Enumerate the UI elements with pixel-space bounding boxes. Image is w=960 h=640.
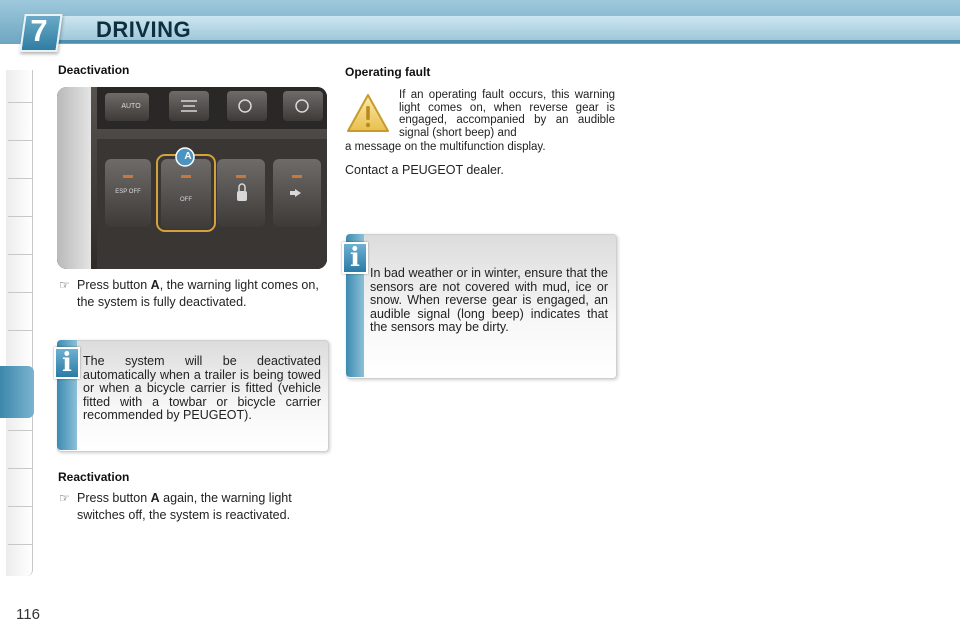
- info-icon: i: [54, 347, 80, 379]
- side-index-active-tab[interactable]: [0, 366, 34, 418]
- side-index-divider: [8, 102, 32, 103]
- operating-fault-heading: Operating fault: [345, 65, 431, 79]
- side-index-divider: [8, 140, 32, 141]
- side-index-divider: [8, 506, 32, 507]
- control-panel-photo: [57, 87, 327, 269]
- side-index-divider: [8, 330, 32, 331]
- control-panel-illustration: [57, 87, 327, 269]
- button-key: A: [150, 278, 160, 292]
- parking-sensor-button-label: OFF: [180, 197, 192, 203]
- page-number: 116: [16, 606, 40, 623]
- button-key: A: [150, 491, 160, 505]
- warning-triangle-icon: [345, 92, 391, 134]
- side-index-divider: [8, 216, 32, 217]
- pointing-finger-icon: ☞: [59, 278, 70, 292]
- auto-button-label: AUTO: [121, 103, 141, 110]
- fault-text-wrapped: If an operating fault occurs, this warning light comes on, when reverse gear is engaged, accompanied by an audible signal (short beep) and: [399, 89, 615, 139]
- esp-button-label: ESP OFF: [115, 189, 141, 195]
- pointing-finger-icon: ☞: [59, 491, 70, 505]
- info-text-sensors: In bad weather or in winter, ensure that the sensors are not covered with mud, ice or snow. When reverse gear is engaged, an audible signal (long beep) indicates that the sensors may be dirty.: [370, 266, 608, 334]
- info-icon: i: [342, 242, 368, 274]
- deactivation-heading: Deactivation: [58, 63, 130, 77]
- reactivation-instruction: ☞ Press button A again, the warning light switches off, the system is reactivated.: [59, 491, 292, 522]
- side-index-divider: [8, 254, 32, 255]
- side-index-divider: [8, 430, 32, 431]
- fault-text-continued: a message on the multifunction display.: [345, 141, 546, 153]
- chapter-number: 7: [30, 13, 48, 48]
- side-index-divider: [8, 468, 32, 469]
- deactivation-instruction: ☞ Press button A, the warning light comes on, the system is fully deactivated.: [59, 278, 319, 309]
- contact-dealer-text: Contact a PEUGEOT dealer.: [345, 163, 504, 177]
- side-index-divider: [8, 544, 32, 545]
- side-index: [6, 70, 33, 576]
- reactivation-heading: Reactivation: [58, 470, 130, 484]
- callout-a-label: A: [184, 151, 192, 162]
- side-index-divider: [8, 178, 32, 179]
- chapter-title: DRIVING: [96, 17, 192, 42]
- info-text-trailer: The system will be deactivated automatically when a trailer is being towed or when a bicycle carrier is fitted (vehicle fitted with a towbar or bicycle carrier recommended by PEUGEOT).: [83, 354, 321, 422]
- side-index-divider: [8, 292, 32, 293]
